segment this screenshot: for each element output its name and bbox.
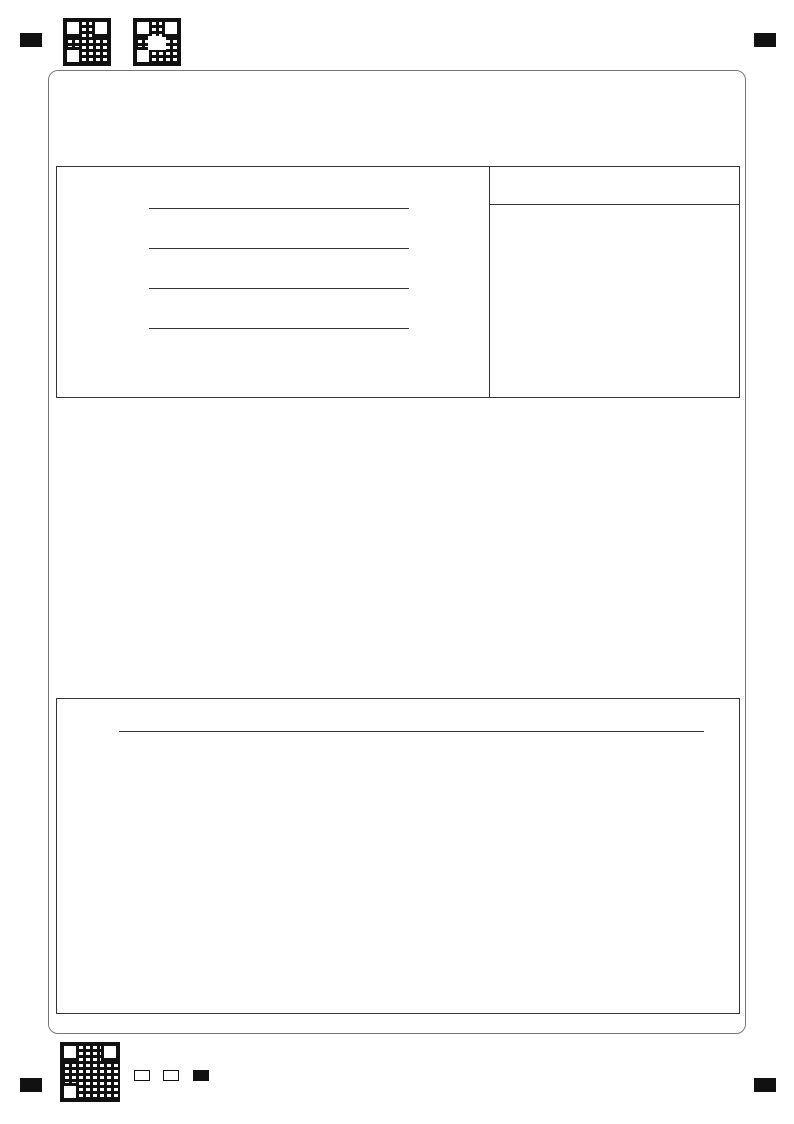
- page-marker-box: [163, 1070, 179, 1081]
- corner-mark-bottom-left: [20, 1078, 42, 1092]
- short-answer-box[interactable]: [56, 698, 740, 1014]
- corner-mark-bottom-right: [754, 1078, 776, 1092]
- admission-number-title: [490, 167, 739, 205]
- admission-number-grid: [489, 167, 739, 397]
- notify-qr-code: [133, 18, 181, 66]
- app-qr-code: [63, 18, 111, 66]
- student-info-box: [56, 166, 740, 398]
- answer-line: [119, 731, 704, 732]
- page-marker-filled: [193, 1070, 209, 1081]
- corner-mark-top-right: [754, 33, 776, 47]
- page-marker-box: [134, 1070, 150, 1081]
- footer-qr-code: [60, 1042, 120, 1102]
- corner-mark-top-left: [20, 33, 42, 47]
